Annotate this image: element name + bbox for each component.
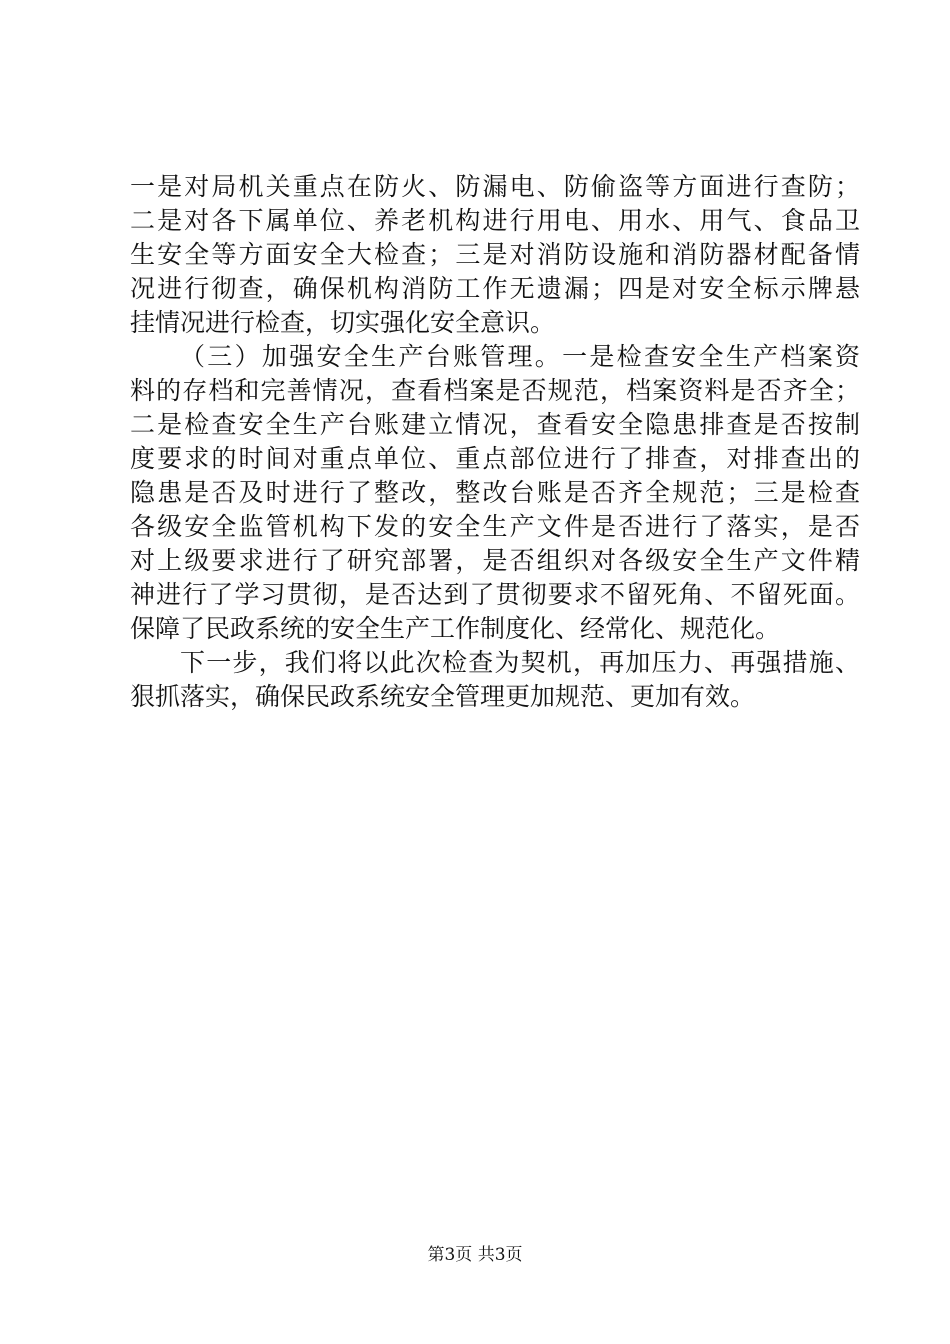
text-line: 保障了民政系统的安全生产工作制度化、经常化、规范化。 xyxy=(130,614,781,643)
paragraph-3 xyxy=(130,646,860,714)
paragraph-1 xyxy=(130,170,860,340)
text-line: 各级安全监管机构下发的安全生产文件是否进行了落实，是否 xyxy=(130,512,860,541)
text-line: 一是对局机关重点在防火、防漏电、防偷盗等方面进行查防； xyxy=(130,172,860,201)
text-line: 挂情况进行检查，切实强化安全意识。 xyxy=(130,308,556,337)
text-line: 度要求的时间对重点单位、重点部位进行了排查，对排查出的 xyxy=(130,444,860,473)
text-line: 二是检查安全生产台账建立情况，查看安全隐患排查是否按制 xyxy=(130,410,860,439)
text-line: （三）加强安全生产台账管理。一是检查安全生产档案资 xyxy=(180,342,860,371)
text-line: 二是对各下属单位、养老机构进行用电、用水、用气、食品卫 xyxy=(130,206,860,235)
text-line: 对上级要求进行了研究部署，是否组织对各级安全生产文件精 xyxy=(130,546,860,575)
text-line: 狠抓落实，确保民政系统安全管理更加规范、更加有效。 xyxy=(130,682,756,711)
page-number-indicator: 第3页 共3页 xyxy=(427,1245,523,1265)
text-line: 下一步，我们将以此次检查为契机，再加压力、再强措施、 xyxy=(180,648,860,677)
page-footer xyxy=(0,1244,950,1266)
text-line: 神进行了学习贯彻，是否达到了贯彻要求不留死角、不留死面。 xyxy=(130,580,860,609)
text-line: 生安全等方面安全大检查；三是对消防设施和消防器材配备情 xyxy=(130,240,860,269)
paragraph-2 xyxy=(130,340,860,646)
text-line: 况进行彻查，确保机构消防工作无遗漏；四是对安全标示牌悬 xyxy=(130,274,860,303)
text-line: 隐患是否及时进行了整改，整改台账是否齐全规范；三是检查 xyxy=(130,478,860,507)
text-line: 料的存档和完善情况，查看档案是否规范，档案资料是否齐全； xyxy=(130,376,860,405)
document-body xyxy=(130,170,860,714)
